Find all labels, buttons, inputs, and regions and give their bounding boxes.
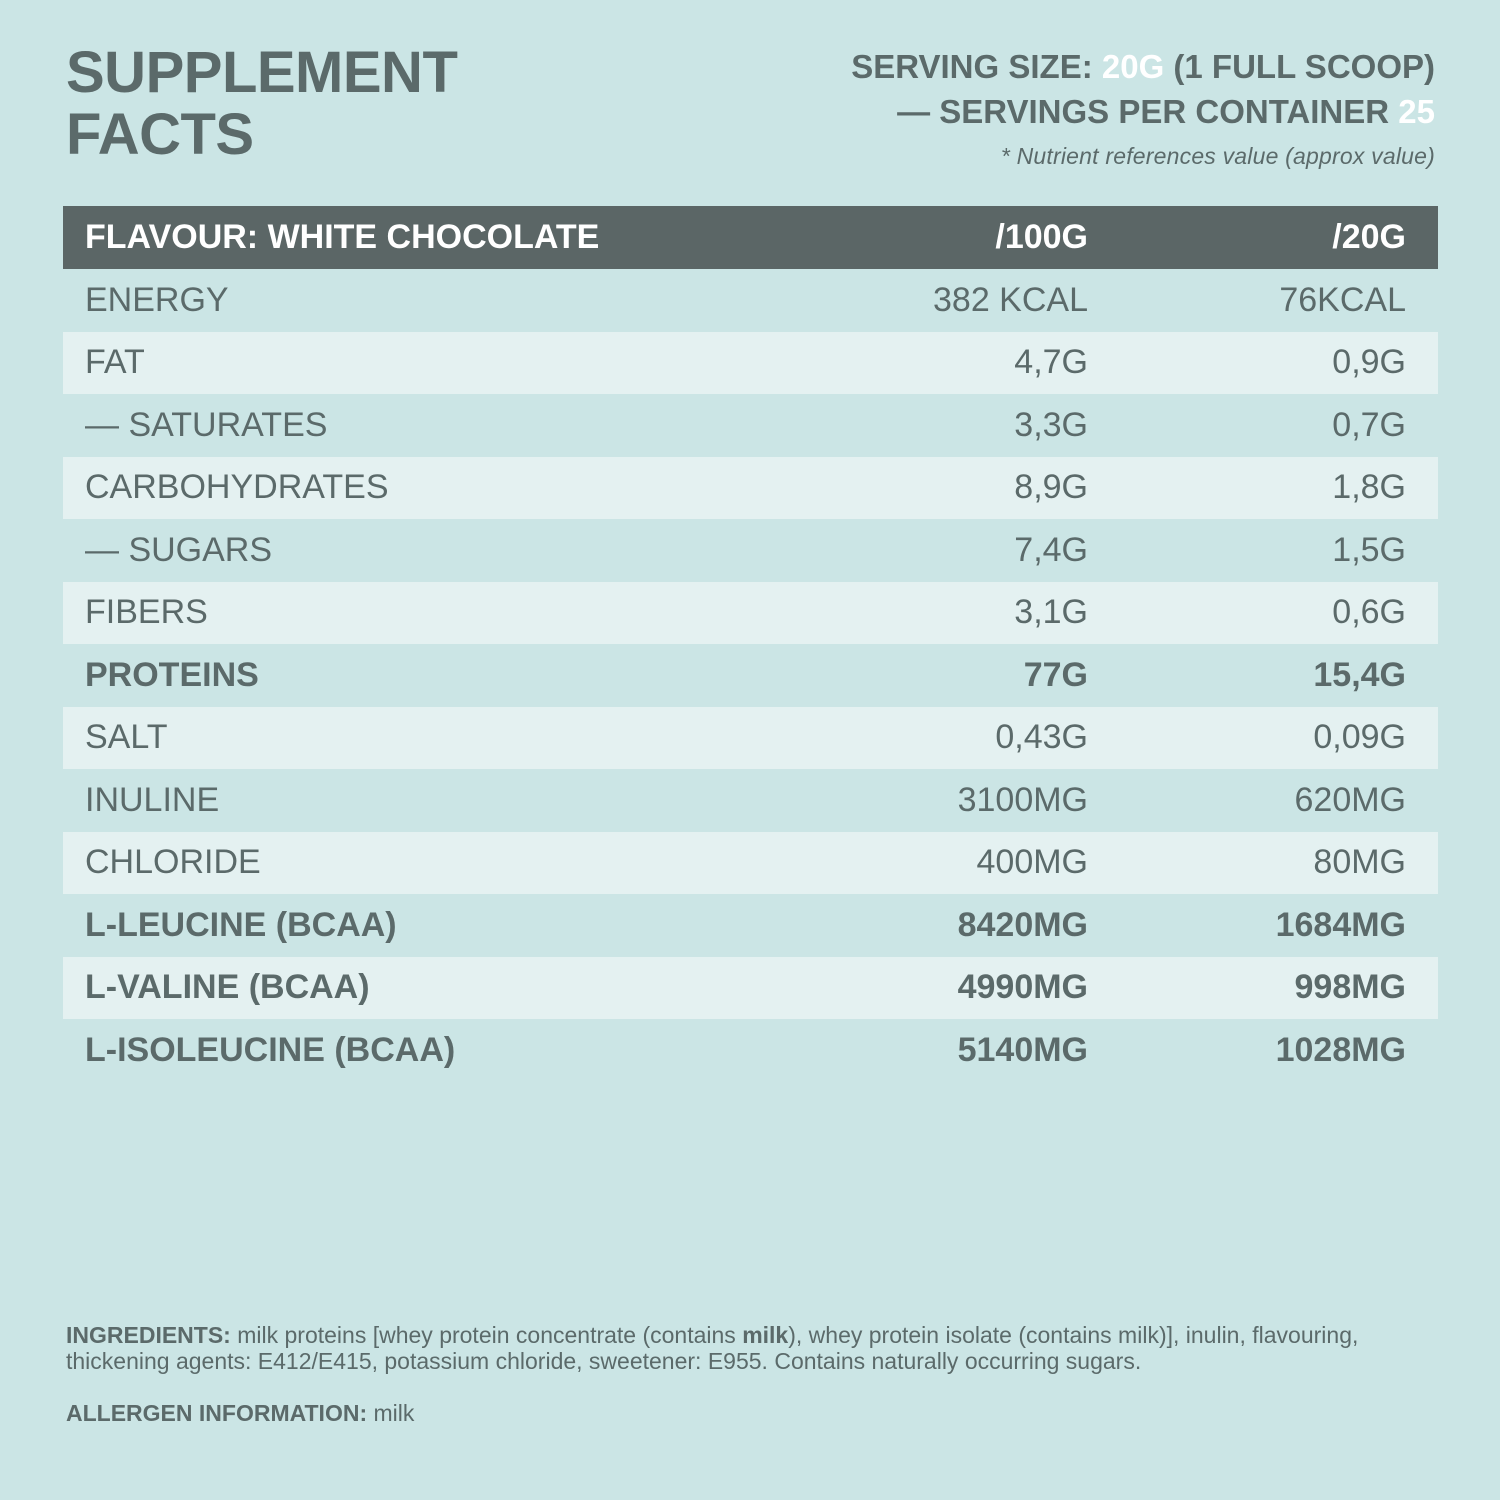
ingredients-statement xyxy=(66,1322,1446,1374)
value-per-20g: 998MG xyxy=(1088,957,1438,1020)
value-per-100g: 3100MG xyxy=(957,780,1088,819)
ingredients-text-part-2: ), whey protein isolate (contains milk)], inulin, flavouring, thickening agents: E412/E415, potassium chloride, sweetener: E955. Contains naturally occurring sugars. xyxy=(66,1322,1359,1374)
nutrient-name: INULINE xyxy=(85,780,220,819)
serving-size-value: 20G xyxy=(1101,48,1165,85)
value-per-20g: 1684MG xyxy=(1275,905,1406,944)
nutrient-name: L-LEUCINE (BCAA) xyxy=(85,905,397,944)
table-header-row xyxy=(63,206,1438,269)
serving-size-label: SERVING SIZE: xyxy=(851,48,1093,85)
value-per-100g: 382 KCAL xyxy=(933,280,1088,319)
header-flavour: FLAVOUR: WHITE CHOCOLATE xyxy=(63,206,793,269)
table-row xyxy=(63,1019,1438,1082)
table-row xyxy=(63,644,1438,707)
nutrient-name: CHLORIDE xyxy=(63,832,793,895)
header-per-100g: /100G xyxy=(793,206,1088,269)
serving-size-note: (1 FULL SCOOP) xyxy=(1173,48,1435,85)
value-per-20g: 76KCAL xyxy=(1279,280,1406,319)
ingredients-text-part-1: milk proteins [whey protein concentrate (contains xyxy=(237,1322,736,1348)
value-per-100g: 8420MG xyxy=(957,905,1088,944)
table-row xyxy=(63,519,1438,582)
value-per-100g: 7,4G xyxy=(1014,530,1088,569)
title-line-1: SUPPLEMENT xyxy=(66,40,458,105)
nutrient-name: CARBOHYDRATES xyxy=(63,457,793,520)
servings-per-container-line xyxy=(851,89,1435,134)
nutrient-name: — SATURATES xyxy=(85,405,328,444)
page-title xyxy=(66,42,457,166)
value-per-100g: 3,1G xyxy=(793,582,1088,645)
servings-per-container-value: 25 xyxy=(1398,93,1435,130)
allergen-label: ALLERGEN INFORMATION: xyxy=(66,1400,368,1426)
ingredients-label: INGREDIENTS: xyxy=(66,1322,231,1348)
nutrient-name: FAT xyxy=(63,332,793,395)
title-line-2: FACTS xyxy=(66,102,254,167)
table-row xyxy=(63,832,1438,895)
nutrient-name: L-VALINE (BCAA) xyxy=(63,957,793,1020)
value-per-20g: 1028MG xyxy=(1275,1030,1406,1069)
value-per-100g: 4,7G xyxy=(793,332,1088,395)
allergen-value: milk xyxy=(373,1400,415,1426)
value-per-100g: 8,9G xyxy=(793,457,1088,520)
value-per-20g: 1,8G xyxy=(1088,457,1438,520)
nutrient-name: ENERGY xyxy=(85,280,229,319)
table-row xyxy=(63,894,1438,957)
value-per-100g: 400MG xyxy=(793,832,1088,895)
value-per-20g: 620MG xyxy=(1294,780,1406,819)
value-per-20g: 1,5G xyxy=(1332,530,1406,569)
nutrient-name: PROTEINS xyxy=(85,655,259,694)
value-per-100g: 5140MG xyxy=(957,1030,1088,1069)
allergen-information xyxy=(66,1400,414,1426)
table-row xyxy=(63,457,1438,520)
nutrient-name: — SUGARS xyxy=(85,530,273,569)
value-per-20g: 0,09G xyxy=(1088,707,1438,770)
nutrient-reference-note: * Nutrient references value (approx value) xyxy=(1000,143,1435,169)
table-row xyxy=(63,269,1438,332)
table-row xyxy=(63,394,1438,457)
value-per-100g: 0,43G xyxy=(793,707,1088,770)
supplement-facts-table xyxy=(63,206,1438,1082)
servings-per-container-label: — SERVINGS PER CONTAINER xyxy=(897,93,1390,130)
table-row xyxy=(63,332,1438,395)
nutrient-name: FIBERS xyxy=(63,582,793,645)
serving-size-line xyxy=(851,44,1435,89)
table-row xyxy=(63,582,1438,645)
value-per-20g: 0,9G xyxy=(1088,332,1438,395)
table-row xyxy=(63,957,1438,1020)
value-per-20g: 80MG xyxy=(1088,832,1438,895)
value-per-100g: 4990MG xyxy=(793,957,1088,1020)
ingredients-allergen-emphasis: milk xyxy=(742,1322,789,1348)
nutrient-name: SALT xyxy=(63,707,793,770)
value-per-100g: 77G xyxy=(1023,655,1088,694)
table-row xyxy=(63,707,1438,770)
nutrient-name: L-ISOLEUCINE (BCAA) xyxy=(85,1030,456,1069)
table-row xyxy=(63,769,1438,832)
value-per-100g: 3,3G xyxy=(1014,405,1088,444)
value-per-20g: 0,6G xyxy=(1088,582,1438,645)
serving-info xyxy=(851,44,1435,171)
value-per-20g: 0,7G xyxy=(1332,405,1406,444)
header-per-20g: /20G xyxy=(1088,206,1438,269)
value-per-20g: 15,4G xyxy=(1313,655,1406,694)
